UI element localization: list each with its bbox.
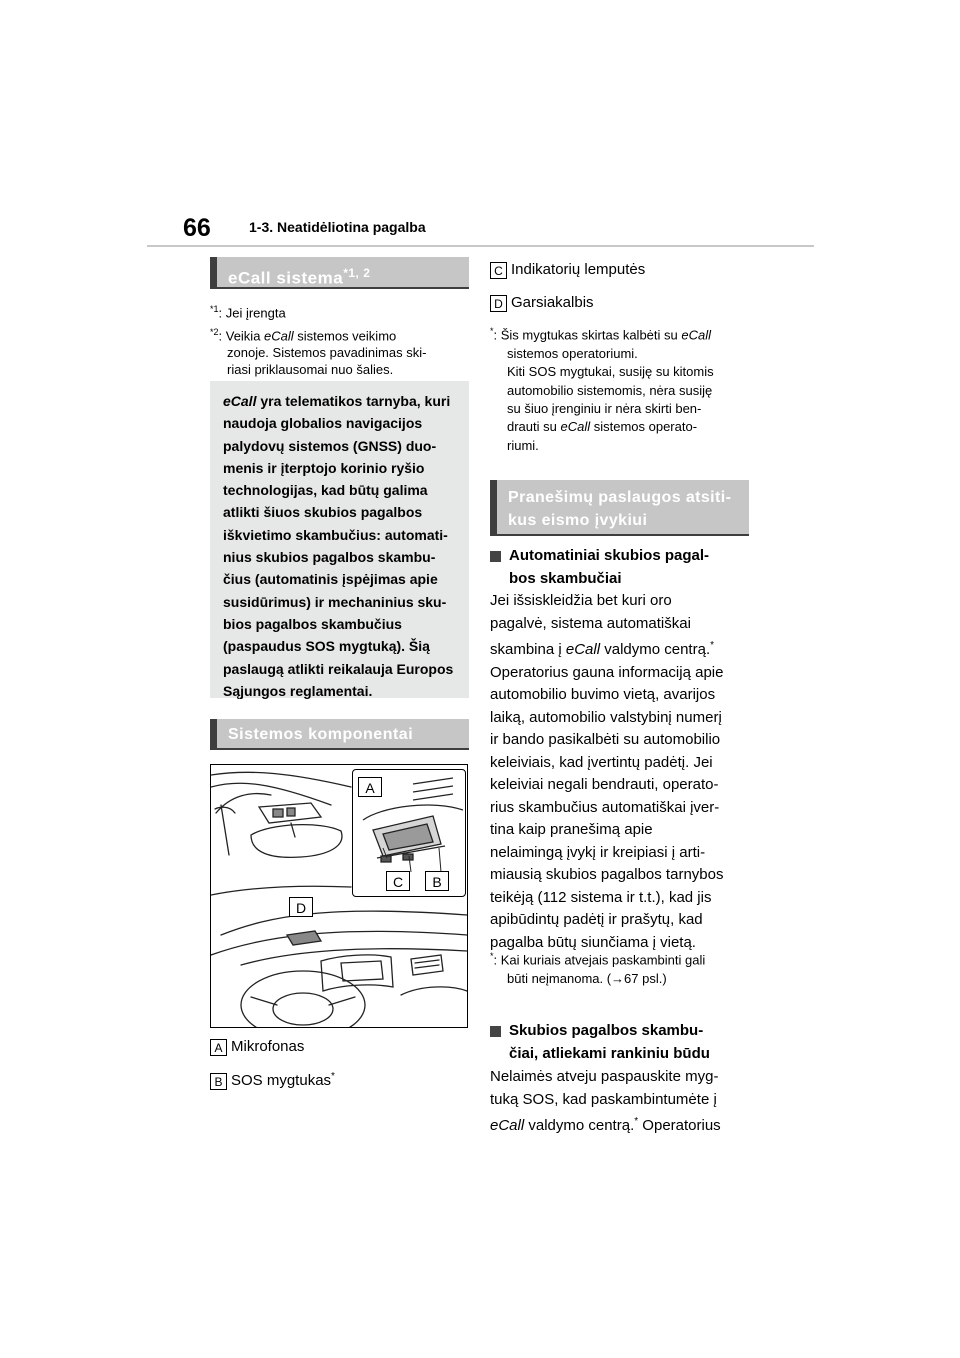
body-line: Nelaimės atveju paspauskite myg- [490,1068,719,1085]
info-line: palydovų sistemos (GNSS) duo- [223,437,437,454]
info-line: naudoja globalios navigacijos [223,415,423,432]
legend-text: Mikrofonas [231,1038,305,1055]
info-line: paslaugą atlikti reikalauja Europos [223,660,454,677]
legend-key: B [210,1073,227,1090]
info-line: Sąjungos reglamentai. [223,682,373,699]
info-em: eCall [223,393,257,409]
info-line: technologijas, kad būtų galima [223,482,428,499]
dashboard-illustration [210,764,468,1028]
square-bullet-icon [490,551,501,562]
legend-text: Garsiakalbis [511,294,594,311]
footnote-text: sistemos veikimo [293,328,397,344]
header-rule [147,245,814,247]
footnote-text: : Veikia [218,328,265,344]
footnote-text: sistemos operato- [590,419,698,435]
notification-heading-line: kus eismo įvykiui [508,512,648,529]
footnote-mark: *1 [210,304,219,314]
body-line: automobilio buvimo vietą, avarijos [490,686,716,703]
footnote-line: zonoje. Sistemos pavadinimas ski- [227,345,427,361]
footnote-text: drauti su [507,419,561,435]
body-line: keleiviai negali bendrauti, operato- [490,776,719,793]
body-em: eCall [490,1117,525,1134]
footnote-line: būti neįmanoma. (→67 psl.) [507,970,667,986]
body-line: miausią skubios pagalbos tarnybos [490,866,724,883]
body-line: laiką, automobilio valstybinį numerį [490,708,722,726]
body-text: valdymo centrą. [524,1117,635,1134]
info-line: menis ir įterptojo korinio ryšio [223,459,425,476]
notification-heading-line: Pranešimų paslaugos atsiti- [508,489,732,506]
body-text: Operatorius [638,1117,721,1134]
info-text: yra telematikos tarnyba, kuri [256,393,451,409]
info-line: čius (automatinis įspėjimas apie [223,571,438,588]
legend-c [490,260,645,280]
section-manual-calls [490,1019,760,1065]
ecall-heading-sup: *1, 2 [343,266,371,280]
legend-b [210,1067,335,1091]
legend-sup: * [331,1071,335,1082]
footnote-4 [490,947,752,988]
body-line: teikėją (112 sistema ir t.t.), kad jis [490,888,712,906]
section-title: Automatiniai skubios pagal- [509,547,710,564]
info-line: iškvietimo skambučius: automati- [223,526,448,543]
body-line: pagalba būtų siunčiama į vietą. [490,933,696,951]
manual-calls-text [490,1066,752,1138]
figure-label-b: B [425,871,449,891]
legend-a [210,1037,304,1057]
body-line: tina kaip pranešimą apie [490,821,653,838]
footnote-line: riumi. [507,437,539,453]
footnote-line: sistemos operatoriumi. [507,345,638,361]
info-line: susidūrimus) ir mechaninius sku- [223,593,447,610]
footnote-mark: * [490,326,494,336]
footnote-em: eCall [560,419,591,435]
footnote-line: automobilio sistemomis, nėra susiję [507,382,713,398]
automatic-calls-text [490,590,752,954]
page-number: 66 [183,214,211,242]
footnote-line: Kiti SOS mygtukai, susiję su kitomis [507,364,714,380]
square-bullet-icon [490,1026,501,1037]
footnote-text: : Šis mygtukas skirtas kalbėti su [493,327,682,343]
footnote-3 [490,322,752,455]
legend-text: Indikatorių lemputės [511,261,646,278]
body-line: Operatorius gauna informaciją apie [490,663,724,681]
ecall-heading-text: eCall sistema [228,268,344,288]
body-line: apibūdintų padėtį ir prašytų, kad [490,911,703,928]
footnote-em: eCall [681,327,711,343]
body-sup: * [710,640,715,651]
figure-label-c: C [386,871,410,891]
footnote-text: : Kai kuriais atvejais paskambinti gali [493,952,706,968]
info-line: bios pagalbos skambučius [223,615,402,632]
section-title: Skubios pagalbos skambu- [509,1022,704,1039]
footnote-mark: * [490,951,494,961]
legend-d [490,293,594,313]
legend-key: D [490,295,507,312]
body-text: valdymo centrą. [600,641,711,658]
microphone-inset [352,769,466,897]
footnote-line: riasi priklausomai nuo šalies. [227,362,394,378]
body-line: ir bando pasikalbėti su automobilio [490,731,721,748]
legend-text: SOS mygtukas [231,1072,332,1089]
notification-heading [490,480,749,536]
section-title: bos skambučiai [509,570,622,587]
footnote-2 [210,324,470,378]
info-line [223,390,461,412]
components-heading: Sistemos komponentai [210,719,469,750]
body-line: pagalvė, sistema automatiškai [490,614,691,632]
footnote-em: eCall [264,328,294,344]
info-line: (paspaudus SOS mygtuką). Šią [223,638,430,655]
section-automatic-calls [490,544,760,590]
legend-key: C [490,262,507,279]
footnote-line: su šiuo įrenginiu ir nėra skirti ben- [507,400,702,416]
legend-key: A [210,1039,227,1056]
body-em: eCall [565,641,601,658]
body-line: nelaimingą įvykį ir kreipiasi į arti- [490,843,706,861]
chapter-title: 1-3. Neatidėliotina pagalba [249,219,426,235]
body-line: Jei išsiskleidžia bet kuri oro [490,592,672,609]
info-line: nius skubios pagalbos skambu- [223,549,436,566]
body-line: rius skambučius automatiškai įver- [490,798,720,816]
info-box [210,381,469,698]
footnote-text: : Jei įrengta [218,305,286,321]
body-line: keleiviais, kad įvertintų padėtį. Jei [490,753,713,771]
footnote-mark: *2 [210,327,219,337]
body-line: tuką SOS, kad paskambintumėte į [490,1090,717,1108]
section-title: čiai, atliekami rankiniu būdu [509,1045,710,1062]
footnote-1 [210,301,286,321]
figure-label-a: A [358,777,382,797]
body-sup: * [634,1116,639,1127]
ecall-heading [210,257,469,289]
info-line: atlikti šiuos skubios pagalbos [223,504,423,521]
figure-label-d: D [289,897,313,917]
body-text: skambina į [490,641,566,658]
